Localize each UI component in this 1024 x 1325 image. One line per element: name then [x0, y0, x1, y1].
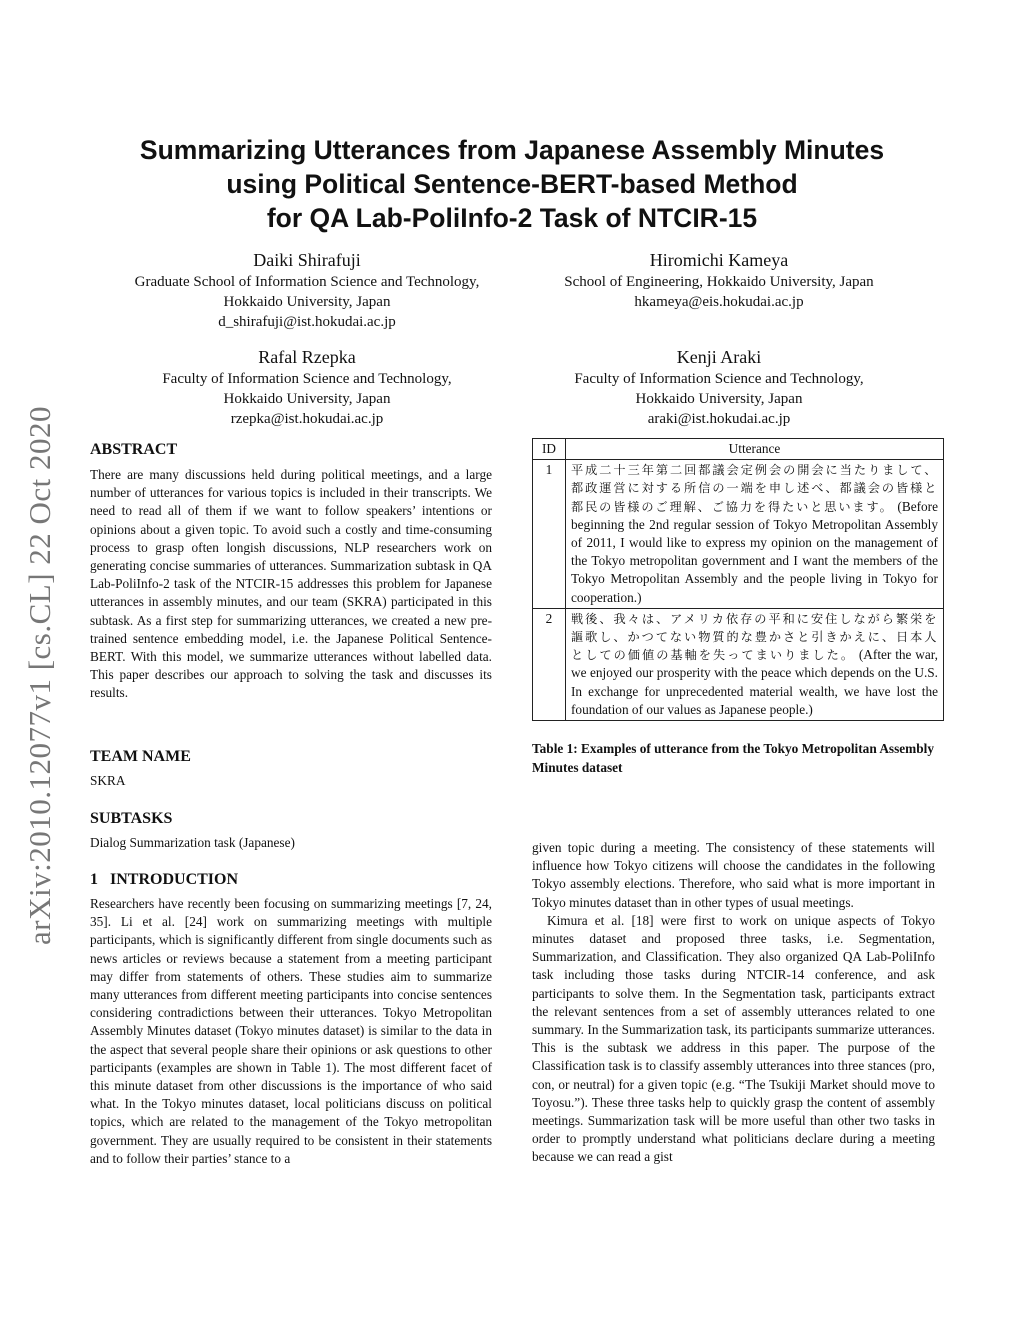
title-line-3: for QA Lab-PoliInfo-2 Task of NTCIR-15: [266, 203, 758, 233]
paper-title: [0, 133, 1024, 235]
author-name: Rafal Rzepka: [258, 347, 356, 367]
table-cell-id: 1: [533, 460, 566, 609]
paragraph: Kimura et al. [18] were first to work on unique aspects of Tokyo minutes dataset and proposed three tasks, i.e. Segmentation, Summarization, and Classification. They also organized QA Lab-PoliInfo task including those tasks during NTCIR-14 conference, and ask participants to solve them. In the Segmentation task, participants extract the relevant sentences from a set of assembly utterances related to one summary. In the Summarization task, its participants summarize utterances. This is the subtask we address in this paper. The purpose of the Classification task is to classify assembly utterances into three stances (pro, con, or neutral) for a given topic (e.g. “The Tsukiji Market should move to Toyosu.”). These three tasks help to quickly grasp the content of assembly meetings. Summarization task will be more useful than other two tasks in order to promptly understand what politicians declare during a meeting because we can read a gist: [532, 912, 935, 1165]
author-name: Daiki Shirafuji: [253, 250, 361, 270]
table-header-utterance: Utterance: [566, 439, 944, 460]
author-name: Hiromichi Kameya: [649, 250, 789, 270]
title-line-1: Summarizing Utterances from Japanese Assembly Minutes: [139, 135, 885, 165]
intro-text: Researchers have recently been focusing on summarizing meetings [7, 24, 35]. Li et al. [24] work on summarizing meetings with multiple participants, which is significantly different from single documents such as news articles or reviews because a statement from a meeting participant may differ from statements of others. These studies aim to summarize many utterances from different meeting participants into concise sentences considering contradictions between their utterances. Tokyo Metropolitan Assembly Minutes dataset (Tokyo minutes dataset) is similar to the data in the aspect that several people share their opinions or ask questions to other participants (examples are shown in Table 1). The most different facet of this minute dataset from other discussions is the importance of who said what. In the Tokyo minutes dataset, local politicians discuss on political topics, which are related to the management of the Tokyo metropolitan government. They are usually required to be consistent in their statements and to follow their parties’ stance to a: [90, 896, 492, 1166]
table-caption: Table 1: Examples of utterance from the Tokyo Metropolitan Assembly Minutes dataset: [532, 741, 934, 775]
table-header-id: ID: [533, 439, 566, 460]
table-row: [533, 460, 944, 609]
right-column-text: [532, 839, 935, 1167]
author-email: rzepka@ist.hokudai.ac.jp: [230, 411, 384, 427]
subtasks-heading: SUBTASKS: [90, 810, 173, 827]
abstract-text: There are many discussions held during political meetings, and a large number of utterances for various topics is included in their transcripts. We need to read all of them if we want to follow speakers’ intentions or opinions about a given topic. To avoid such a costly and time-consuming process to grasp often longish discussions, NLP researchers work on generating concise summaries of utterances. Summarization subtask in QA Lab-PoliInfo-2 task of the NTCIR-15 addresses this problem for Japanese utterances in assembly minutes, and our team (SKRA) participated in this subtask. As a first step for summarizing utterances, we created a new pre-trained sentence embedding model, i.e. the Japanese Political Sentence-BERT. With this model, we summarize utterances without labelled data. This paper describes our approach to solving the task and discusses its results.: [90, 467, 492, 701]
intro-section: [90, 870, 492, 1168]
author-block-4: [530, 345, 908, 429]
author-name: Kenji Araki: [676, 347, 762, 367]
team-section: [90, 747, 492, 790]
table-header-row: [533, 439, 944, 460]
abstract-heading: ABSTRACT: [90, 441, 178, 458]
author-affiliation: Hokkaido University, Japan: [223, 294, 391, 310]
author-affiliation: Hokkaido University, Japan: [635, 391, 803, 407]
subtasks-section: [90, 809, 492, 852]
intro-heading: [90, 870, 492, 890]
author-affiliation: Graduate School of Information Science and Technology,: [134, 274, 480, 290]
section-number: 1: [90, 871, 98, 888]
utterance-english: (After the war, we enjoyed our prosperity with the peace which depends on the U.S. In exchange for unprecedented material wealth, we have lost the foundation of our values as Japanese people.): [571, 647, 939, 717]
subtasks-value: Dialog Summarization task (Japanese): [90, 835, 295, 850]
utterance-table: [532, 438, 944, 721]
author-affiliation: School of Engineering, Hokkaido University, Japan: [564, 274, 874, 290]
table-cell-id: 2: [533, 608, 566, 720]
paragraph: given topic during a meeting. The consistency of these statements will influence how Tokyo citizens will choose the candidates in the following Tokyo assembly elections. Therefore, who said what is more important in Tokyo minutes dataset than in other types of usual meetings.: [532, 840, 935, 910]
table-cell-utterance: [566, 460, 944, 609]
author-block-1: [92, 248, 522, 332]
author-block-3: [92, 345, 522, 429]
author-affiliation: Faculty of Information Science and Technology,: [162, 371, 452, 387]
author-email: d_shirafuji@ist.hokudai.ac.jp: [218, 314, 396, 330]
author-affiliation: Faculty of Information Science and Technology,: [574, 371, 864, 387]
author-block-2: [530, 248, 908, 312]
arxiv-stamp: arXiv:2010.12077v1 [cs.CL] 22 Oct 2020: [22, 405, 57, 945]
utterance-english: (Before beginning the 2nd regular session of Tokyo Metropolitan Assembly of 2011, I would like to express my opinion on the management of the Tokyo metropolitan government and I want the members of the Tokyo Metropolitan Assembly and the people living in Tokyo for cooperation.): [571, 498, 938, 605]
table-row: [533, 608, 944, 720]
author-affiliation: Hokkaido University, Japan: [223, 391, 391, 407]
utterance-japanese: 平成二十三年第二回都議会定例会の開会に当たりまして、都政運営に対する所信の一端を申し述べ、都議会の皆様と都民の皆様のご理解、ご協力を得たいと思います。: [571, 463, 938, 514]
author-email: hkameya@eis.hokudai.ac.jp: [634, 294, 804, 310]
team-heading: TEAM NAME: [90, 748, 191, 765]
author-email: araki@ist.hokudai.ac.jp: [647, 411, 791, 427]
team-value: SKRA: [90, 773, 126, 788]
table-cell-utterance: [566, 608, 944, 720]
title-line-2: using Political Sentence-BERT-based Method: [226, 169, 798, 199]
utterance-japanese: 戦後、我々は、アメリカ依存の平和に安住しながら繁栄を謳歌し、かつてない物質的な豊かさと引きかえに、日本人としての価値の基軸を失ってまいりました。: [571, 611, 938, 663]
abstract-section: [90, 440, 492, 703]
section-title: INTRODUCTION: [110, 871, 239, 888]
